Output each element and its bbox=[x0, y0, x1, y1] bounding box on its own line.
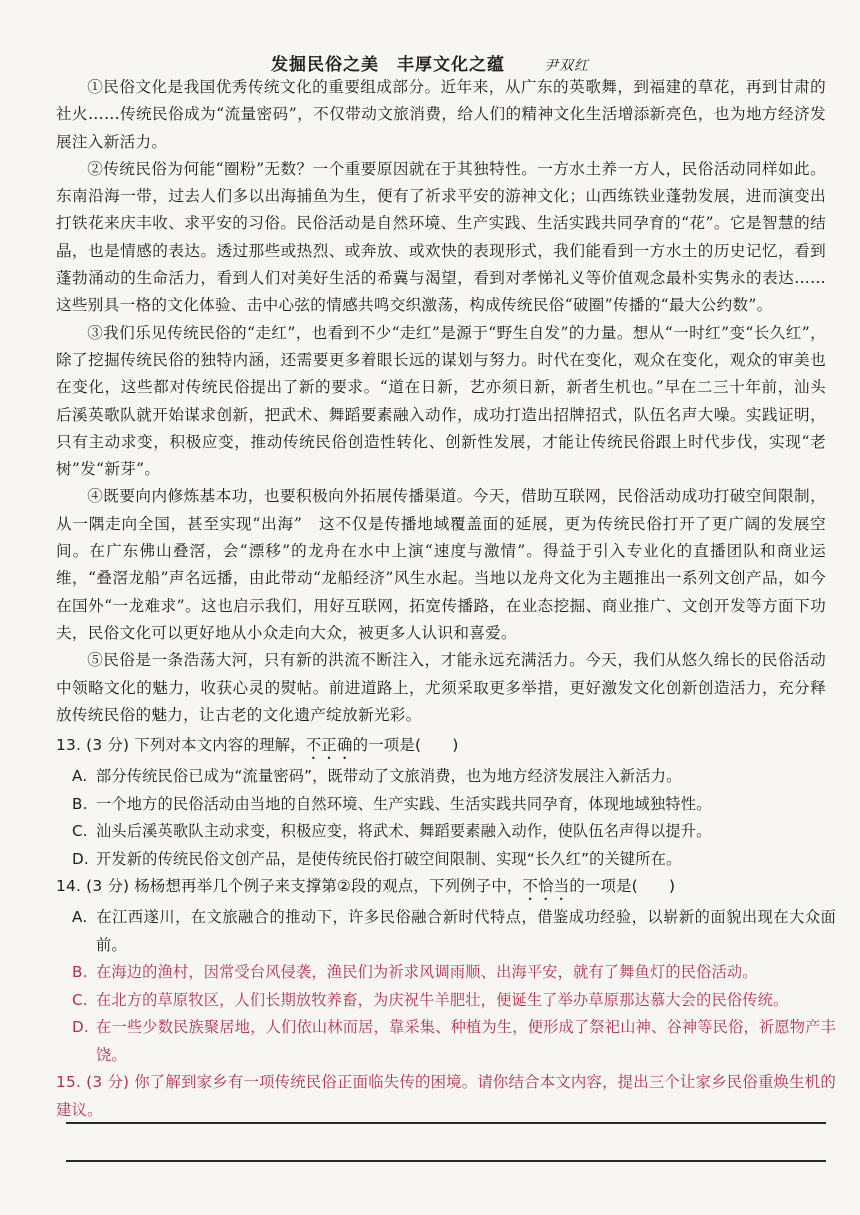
emphasis-mark: 不正确 bbox=[305, 736, 353, 754]
paragraph-2: ②传统民俗为何能“圈粉”无数？一个重要原因就在于其独特性。一方水土养一方人，民俗活动同样如此。东南沿海一带，过去人们多以出海捕鱼为生，便有了祈求平安的游神文化；山西练铁业蓬勃发展，进而演变出打铁花来庆丰收、求平安的习俗。民俗活动是自然环境、生产实践、生活实践共同孕育的“花”。它是智慧的结晶，也是情感的表达。透过那些或热烈、或奔放、或欢快的表现形式，我们能看到一方水土的历史记忆，看到蓬勃涌动的生命活力，看到人们对美好生活的希冀与渴望，看到对孝悌礼义等价值观念最朴实隽永的表达……这些别具一格的文化体验、击中心弦的情感共鸣交织激荡，构成传统民俗“破圈”传播的“最大公约数”。 bbox=[56, 159, 826, 315]
question-14-option-c: C. 在北方的草原牧区，人们长期放牧养畜，为庆祝牛羊肥壮，便诞生了举办草原那达慕大会的民俗传统。 bbox=[72, 990, 789, 1009]
answer-area[interactable] bbox=[66, 1122, 826, 1198]
question-13-option-d: D. 开发新的传统民俗文创产品，是使传统民俗打破空间限制、实现“长久红”的关键所在。 bbox=[72, 849, 682, 868]
answer-line[interactable] bbox=[66, 1122, 826, 1124]
answer-line[interactable] bbox=[66, 1160, 826, 1162]
paragraph-4: ④既要向内修炼基本功，也要积极向外拓展传播渠道。今天，借助互联网，民俗活动成功打破空间限制，从一隅走向全国，甚至实现“出海” 这不仅是传播地域覆盖面的延展，更为传统民俗打开了更广阔的发展空间。在广东佛山叠滘，会“漂移”的龙舟在水中上演“速度与激情”。得益于引入专业化的直播团队和商业运维，“叠滘龙船”声名远播，由此带动“龙船经济”风生水起。当地以龙舟文化为主题推出一系列文创产品，如今在国外“一龙难求”。这也启示我们，用好互联网，拓宽传播路，在业态挖掘、商业推广、文创开发等方面下功夫，民俗文化可以更好地从小众走向大众，被更多人认识和喜爱。 bbox=[56, 487, 826, 642]
question-13-stem: 13. (3 分) 下列对本文内容的理解，不正确的一项是( ) bbox=[56, 736, 459, 754]
question-13-option-c: C. 汕头后溪英歌队主动求变，积极应变，将武术、舞蹈要素融入动作，使队伍名声得以提升。 bbox=[72, 822, 712, 840]
question-13-option-b: B. 一个地方的民俗活动由当地的自然环境、生产实践、生活实践共同孕育，体现地域独特性。 bbox=[72, 794, 712, 813]
article-title-row bbox=[0, 50, 860, 75]
question-14-option-d: D. 在一些少数民族聚居地，人们依山林而居，靠采集、种植为生，便形成了祭祀山神、谷神等民俗，祈愿物产丰饶。 bbox=[72, 1018, 836, 1064]
paragraph-1: ①民俗文化是我国优秀传统文化的重要组成部分。近年来，从广东的英歌舞，到福建的䓍花，再到甘肃的社火……传统民俗成为“流量密码”，不仅带动文旅消费，给人们的精神文化生活增添新亮色，也为地方经济发展注入新活力。 bbox=[56, 78, 826, 151]
questions-section bbox=[56, 732, 836, 1124]
question-14-stem: 14. (3 分) 杨杨想再举几个例子来支撑第②段的观点，下列例子中，不恰当的一项是( ) bbox=[56, 877, 676, 895]
paragraph-3: ③我们乐见传统民俗的“走红”，也看到不少“走红”是源于“野生自发”的力量。想从“一时红”变“长久红”，除了挖掘传统民俗的独特内涵，还需要更多着眼长远的谋划与努力。时代在变化，观众在变化，观众的审美也在变化，这些都对传统民俗提出了新的要求。“道在日新，艺亦须日新，新者生机也。”早在二三十年前，汕头后溪英歌队就开始谋求创新，把武术、舞蹈要素融入动作，成功打造出招牌招式，队伍名声大噪。实践证明，只有主动求变，积极应变，推动传统民俗创造性转化、创新性发展，才能让传统民俗跟上时代步伐，实现“老树”发“新芽”。 bbox=[56, 323, 826, 479]
paragraph-5: ⑤民俗是一条浩荡大河，只有新的洪流不断注入，才能永远充满活力。今天，我们从悠久绵长的民俗活动中领略文化的魅力，收获心灵的熨帖。前进道路上，尤须采取更多举措，更好激发文化创新创造活力，充分释放传统民俗的魅力，让古老的文化遗产绽放新光彩。 bbox=[56, 651, 826, 724]
question-14-option-a: A. 在江西遂川，在文旅融合的推动下，许多民俗融合新时代特点，借鉴成功经验，以崭新的面貌出现在大众面前。 bbox=[72, 908, 836, 954]
article-title: 发掘民俗之美 丰厚文化之蕴 bbox=[271, 55, 506, 75]
article-author: 尹双红 bbox=[543, 58, 589, 74]
emphasis-mark: 不恰当 bbox=[522, 877, 570, 895]
question-15-stem: 15. (3 分) 你了解到家乡有一项传统民俗正面临失传的困境。请你结合本文内容，提出三个让家乡民俗重焕生机的建议。 bbox=[56, 1073, 836, 1119]
question-14-option-b: B. 在海边的渔村，因常受台风侵袭，渔民们为祈求风调雨顺、出海平安，就有了舞鱼灯的民俗活动。 bbox=[72, 963, 758, 981]
question-13-option-a: A. 部分传统民俗已成为“流量密码”，既带动了文旅消费，也为地方经济发展注入新活力。 bbox=[72, 767, 682, 785]
article-body bbox=[56, 74, 826, 729]
